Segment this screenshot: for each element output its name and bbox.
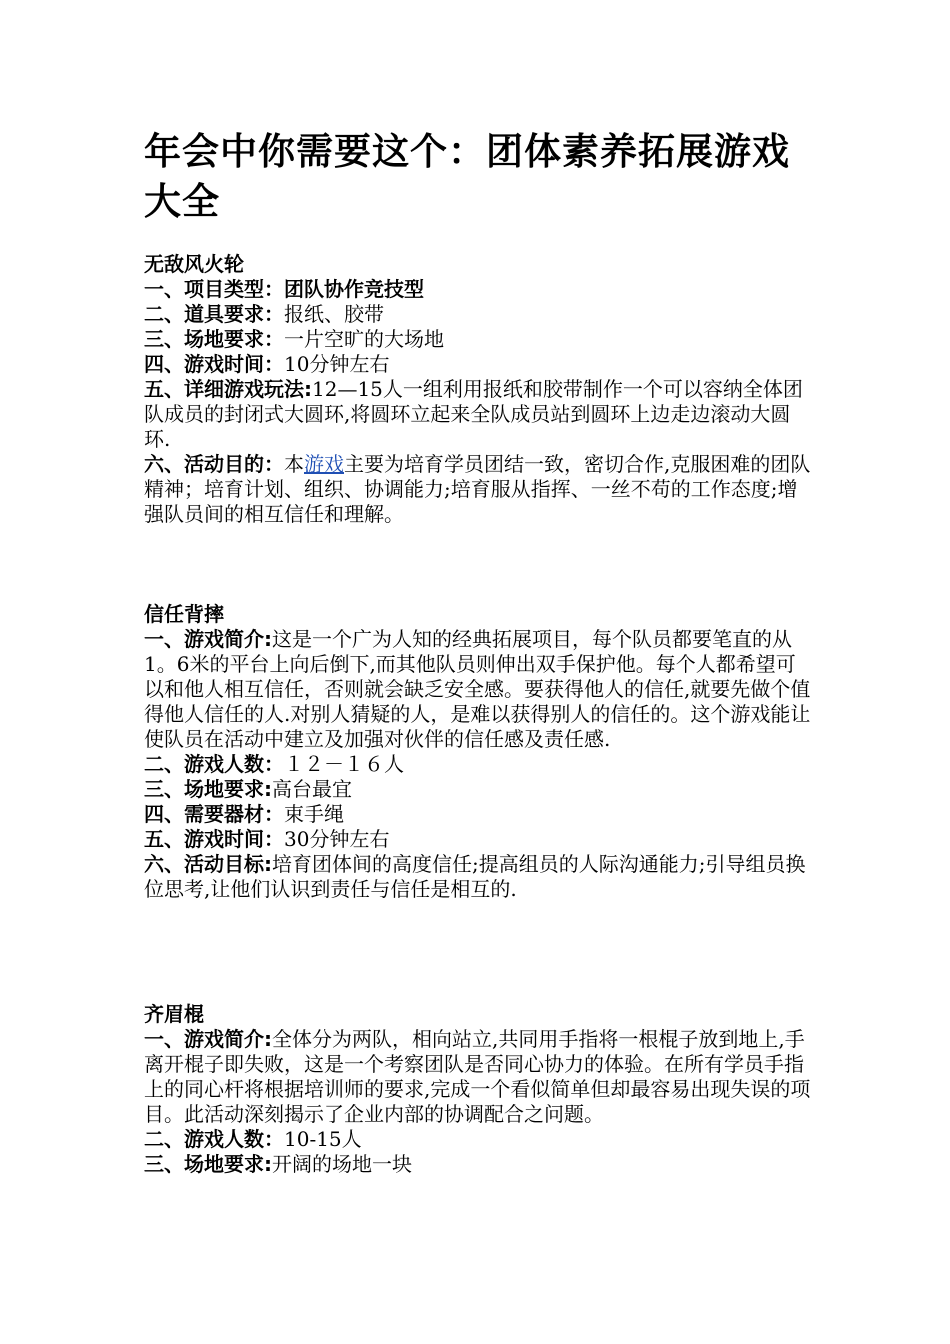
info-line [144,1152,814,1177]
field-label: 三、场地要求： [144,327,284,351]
field-value: 12—15人一组利用报纸和胶带制作一个可以容纳全体团队成员的封闭式大圆环,将圆环立起来全队成员站到圆环上边走边滚动大圆环. [144,377,803,451]
field-label: 三、场地要求: [144,777,272,801]
field-value: 30分钟左右 [284,827,390,851]
info-line [144,627,814,752]
info-line [144,377,814,452]
field-value: 培育团体间的高度信任;提高组员的人际沟通能力;引导组员换位思考,让他们认识到责任与信任是相互的. [144,852,806,901]
game-name: 信任背摔 [144,602,224,626]
field-label: 六、活动目的： [144,452,284,476]
section-spacer [144,527,814,602]
info-line [144,1027,814,1127]
info-line [144,1127,814,1152]
info-line [144,302,814,327]
field-value: 10-15人 [284,1127,362,1151]
info-line [144,452,814,527]
field-label: 一、项目类型： [144,277,284,301]
field-label: 二、游戏人数： [144,752,284,776]
field-label: 一、游戏简介: [144,627,272,651]
field-label: 五、详细游戏玩法: [144,377,312,401]
game-section-3 [144,1002,814,1177]
document-page [144,127,814,1177]
game-section-1 [144,252,814,527]
field-value: １２－１６人 [284,752,404,776]
field-value: 全体分为两队，相向站立,共同用手指将一根棍子放到地上,手离开棍子即失败，这是一个考察团队是否同心协力的体验。在所有学员手指上的同心杆将根据培训师的要求,完成一个看似简单但却最容易出现失误的项目。此活动深刻揭示了企业内部的协调配合之问题。 [144,1027,811,1126]
field-label: 二、游戏人数： [144,1127,284,1151]
game-section-2 [144,602,814,902]
info-line [144,327,814,352]
info-line [144,277,814,302]
field-value-prefix: 本 [284,452,304,476]
info-line [144,852,814,902]
field-label: 三、场地要求: [144,1152,272,1176]
field-label: 四、需要器材： [144,802,284,826]
field-value: 10分钟左右 [284,352,390,376]
section-spacer [144,902,814,1002]
field-value: 主要为培育学员团结一致，密切合作,克服困难的团队精神；培育计划、组织、协调能力;培育服从指挥、一丝不苟的工作态度;增强队员间的相互信任和理解。 [144,452,811,526]
field-value: 团队协作竞技型 [284,277,424,301]
info-line [144,802,814,827]
field-value: 这是一个广为人知的经典拓展项目，每个队员都要笔直的从1。6米的平台上向后倒下,而其他队员则伸出双手保护他。每个人都希望可以和他人相互信任，否则就会缺乏安全感。要获得他人的信任,就要先做个值得他人信任的人.对别人猜疑的人，是难以获得别人的信任的。这个游戏能让使队员在活动中建立及加强对伙伴的信任感及责任感. [144,627,811,751]
field-label: 二、道具要求： [144,302,284,326]
field-value: 束手绳 [284,802,344,826]
document-title: 年会中你需要这个：团体素养拓展游戏大全 [144,130,790,223]
game-link[interactable]: 游戏 [304,452,344,476]
field-label: 五、游戏时间： [144,827,284,851]
field-value: 一片空旷的大场地 [284,327,444,351]
field-label: 一、游戏简介: [144,1027,272,1051]
info-line [144,352,814,377]
field-label: 六、活动目标: [144,852,272,876]
game-name: 无敌风火轮 [144,252,244,276]
info-line [144,777,814,802]
field-value: 开阔的场地一块 [272,1152,412,1176]
info-line [144,752,814,777]
game-name: 齐眉棍 [144,1002,204,1026]
info-line [144,827,814,852]
field-label: 四、游戏时间： [144,352,284,376]
field-value: 报纸、胶带 [284,302,384,326]
field-value: 高台最宜 [272,777,352,801]
